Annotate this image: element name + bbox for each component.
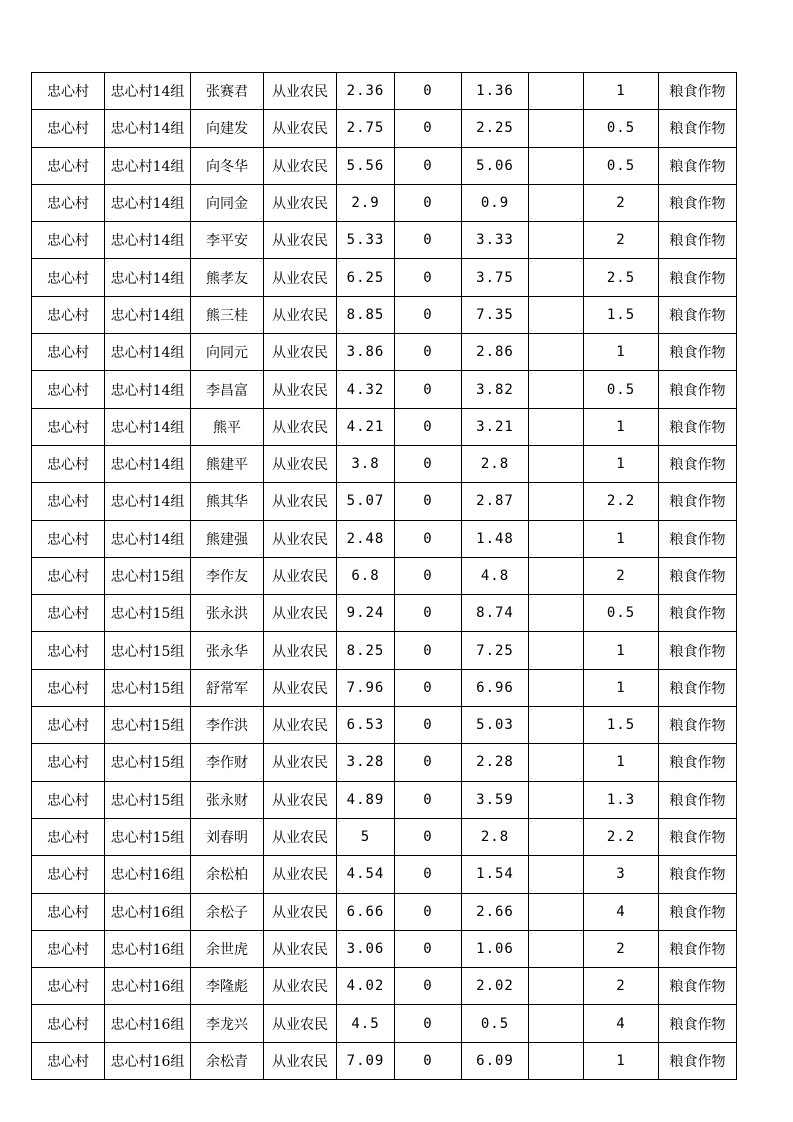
village-cell: 忠心村 [32, 445, 105, 482]
crop-type-cell: 粮食作物 [659, 968, 737, 1005]
crop-type-cell: 粮食作物 [659, 147, 737, 184]
table-row [32, 595, 737, 632]
table-row [32, 73, 737, 110]
group-cell: 忠心村15组 [105, 557, 191, 594]
area-col7-cell: 6.96 [462, 669, 529, 706]
occupation-cell: 从业农民 [264, 557, 337, 594]
area-col7-cell: 7.35 [462, 296, 529, 333]
blank-cell [529, 445, 584, 482]
area-total-cell: 8.25 [337, 632, 395, 669]
occupation-cell: 从业农民 [264, 968, 337, 1005]
occupation-cell: 从业农民 [264, 483, 337, 520]
area-total-cell: 9.24 [337, 595, 395, 632]
name-cell: 向冬华 [191, 147, 264, 184]
area-col7-cell: 4.8 [462, 557, 529, 594]
blank-cell [529, 520, 584, 557]
group-cell: 忠心村14组 [105, 445, 191, 482]
blank-cell [529, 110, 584, 147]
table-row [32, 557, 737, 594]
area-total-cell: 6.8 [337, 557, 395, 594]
area-col7-cell: 2.8 [462, 445, 529, 482]
name-cell: 张永洪 [191, 595, 264, 632]
village-cell: 忠心村 [32, 334, 105, 371]
name-cell: 李作财 [191, 744, 264, 781]
table-row [32, 893, 737, 930]
village-cell: 忠心村 [32, 408, 105, 445]
group-cell: 忠心村15组 [105, 781, 191, 818]
name-cell: 熊其华 [191, 483, 264, 520]
area-total-cell: 4.89 [337, 781, 395, 818]
village-cell: 忠心村 [32, 856, 105, 893]
area-col9-cell: 1 [584, 632, 659, 669]
area-col9-cell: 1 [584, 1042, 659, 1079]
crop-type-cell: 粮食作物 [659, 445, 737, 482]
area-col7-cell: 2.87 [462, 483, 529, 520]
table-row [32, 520, 737, 557]
group-cell: 忠心村14组 [105, 371, 191, 408]
village-cell: 忠心村 [32, 632, 105, 669]
village-cell: 忠心村 [32, 557, 105, 594]
area-col7-cell: 1.36 [462, 73, 529, 110]
occupation-cell: 从业农民 [264, 632, 337, 669]
area-col9-cell: 4 [584, 1005, 659, 1042]
area-col6-cell: 0 [395, 1042, 462, 1079]
blank-cell [529, 184, 584, 221]
group-cell: 忠心村14组 [105, 222, 191, 259]
village-cell: 忠心村 [32, 73, 105, 110]
table-row [32, 744, 737, 781]
area-col7-cell: 0.9 [462, 184, 529, 221]
area-col9-cell: 2.2 [584, 818, 659, 855]
table-row [32, 371, 737, 408]
village-cell: 忠心村 [32, 707, 105, 744]
table-row [32, 259, 737, 296]
crop-type-cell: 粮食作物 [659, 73, 737, 110]
crop-type-cell: 粮食作物 [659, 893, 737, 930]
blank-cell [529, 222, 584, 259]
area-total-cell: 2.9 [337, 184, 395, 221]
blank-cell [529, 707, 584, 744]
name-cell: 熊建平 [191, 445, 264, 482]
crop-type-cell: 粮食作物 [659, 334, 737, 371]
table-row [32, 408, 737, 445]
area-col6-cell: 0 [395, 371, 462, 408]
name-cell: 熊三桂 [191, 296, 264, 333]
crop-type-cell: 粮食作物 [659, 222, 737, 259]
occupation-cell: 从业农民 [264, 856, 337, 893]
area-col6-cell: 0 [395, 818, 462, 855]
area-col9-cell: 2 [584, 968, 659, 1005]
area-col9-cell: 0.5 [584, 147, 659, 184]
crop-type-cell: 粮食作物 [659, 184, 737, 221]
name-cell: 余松青 [191, 1042, 264, 1079]
crop-type-cell: 粮食作物 [659, 520, 737, 557]
crop-type-cell: 粮食作物 [659, 744, 737, 781]
occupation-cell: 从业农民 [264, 259, 337, 296]
name-cell: 李龙兴 [191, 1005, 264, 1042]
area-total-cell: 4.5 [337, 1005, 395, 1042]
blank-cell [529, 968, 584, 1005]
area-col9-cell: 1.3 [584, 781, 659, 818]
village-cell: 忠心村 [32, 483, 105, 520]
crop-type-cell: 粮食作物 [659, 1005, 737, 1042]
village-cell: 忠心村 [32, 744, 105, 781]
crop-type-cell: 粮食作物 [659, 707, 737, 744]
table-row [32, 483, 737, 520]
area-col6-cell: 0 [395, 968, 462, 1005]
occupation-cell: 从业农民 [264, 445, 337, 482]
area-col6-cell: 0 [395, 632, 462, 669]
group-cell: 忠心村16组 [105, 1042, 191, 1079]
table-row [32, 296, 737, 333]
village-cell: 忠心村 [32, 1005, 105, 1042]
area-col9-cell: 2 [584, 222, 659, 259]
area-col7-cell: 3.82 [462, 371, 529, 408]
blank-cell [529, 669, 584, 706]
table-row [32, 818, 737, 855]
village-cell: 忠心村 [32, 296, 105, 333]
table-row [32, 147, 737, 184]
crop-type-cell: 粮食作物 [659, 930, 737, 967]
village-cell: 忠心村 [32, 930, 105, 967]
occupation-cell: 从业农民 [264, 371, 337, 408]
table-row [32, 856, 737, 893]
name-cell: 余世虎 [191, 930, 264, 967]
table-row [32, 1042, 737, 1079]
group-cell: 忠心村15组 [105, 744, 191, 781]
name-cell: 李隆彪 [191, 968, 264, 1005]
name-cell: 余松柏 [191, 856, 264, 893]
area-col9-cell: 3 [584, 856, 659, 893]
area-total-cell: 2.75 [337, 110, 395, 147]
group-cell: 忠心村16组 [105, 1005, 191, 1042]
area-col7-cell: 8.74 [462, 595, 529, 632]
crop-type-cell: 粮食作物 [659, 856, 737, 893]
village-cell: 忠心村 [32, 1042, 105, 1079]
area-col9-cell: 0.5 [584, 371, 659, 408]
area-total-cell: 2.36 [337, 73, 395, 110]
village-cell: 忠心村 [32, 595, 105, 632]
blank-cell [529, 595, 584, 632]
blank-cell [529, 483, 584, 520]
crop-type-cell: 粮食作物 [659, 483, 737, 520]
area-col7-cell: 5.03 [462, 707, 529, 744]
area-col7-cell: 0.5 [462, 1005, 529, 1042]
area-col9-cell: 1 [584, 669, 659, 706]
area-col6-cell: 0 [395, 73, 462, 110]
blank-cell [529, 408, 584, 445]
area-col6-cell: 0 [395, 893, 462, 930]
name-cell: 李平安 [191, 222, 264, 259]
village-cell: 忠心村 [32, 781, 105, 818]
area-col7-cell: 3.21 [462, 408, 529, 445]
area-col6-cell: 0 [395, 557, 462, 594]
area-col6-cell: 0 [395, 408, 462, 445]
blank-cell [529, 1005, 584, 1042]
name-cell: 刘春明 [191, 818, 264, 855]
blank-cell [529, 296, 584, 333]
area-col6-cell: 0 [395, 296, 462, 333]
area-col7-cell: 2.25 [462, 110, 529, 147]
area-col7-cell: 5.06 [462, 147, 529, 184]
group-cell: 忠心村15组 [105, 595, 191, 632]
area-col6-cell: 0 [395, 147, 462, 184]
group-cell: 忠心村16组 [105, 968, 191, 1005]
crop-type-cell: 粮食作物 [659, 818, 737, 855]
area-total-cell: 6.53 [337, 707, 395, 744]
name-cell: 余松子 [191, 893, 264, 930]
group-cell: 忠心村15组 [105, 707, 191, 744]
table-row [32, 707, 737, 744]
name-cell: 李昌富 [191, 371, 264, 408]
area-col6-cell: 0 [395, 259, 462, 296]
blank-cell [529, 781, 584, 818]
occupation-cell: 从业农民 [264, 408, 337, 445]
area-col7-cell: 3.75 [462, 259, 529, 296]
area-col7-cell: 2.02 [462, 968, 529, 1005]
area-col9-cell: 1 [584, 408, 659, 445]
group-cell: 忠心村14组 [105, 520, 191, 557]
area-total-cell: 5 [337, 818, 395, 855]
area-col7-cell: 1.48 [462, 520, 529, 557]
table-row [32, 184, 737, 221]
village-cell: 忠心村 [32, 669, 105, 706]
table-row [32, 968, 737, 1005]
group-cell: 忠心村14组 [105, 147, 191, 184]
blank-cell [529, 744, 584, 781]
area-col7-cell: 2.66 [462, 893, 529, 930]
blank-cell [529, 1042, 584, 1079]
area-total-cell: 2.48 [337, 520, 395, 557]
crop-type-cell: 粮食作物 [659, 259, 737, 296]
blank-cell [529, 371, 584, 408]
name-cell: 舒常军 [191, 669, 264, 706]
name-cell: 向同元 [191, 334, 264, 371]
name-cell: 张赛君 [191, 73, 264, 110]
area-total-cell: 7.96 [337, 669, 395, 706]
table-row [32, 781, 737, 818]
group-cell: 忠心村14组 [105, 110, 191, 147]
group-cell: 忠心村14组 [105, 483, 191, 520]
table-row [32, 222, 737, 259]
group-cell: 忠心村14组 [105, 184, 191, 221]
occupation-cell: 从业农民 [264, 818, 337, 855]
occupation-cell: 从业农民 [264, 595, 337, 632]
crop-type-cell: 粮食作物 [659, 781, 737, 818]
occupation-cell: 从业农民 [264, 222, 337, 259]
name-cell: 张永财 [191, 781, 264, 818]
village-cell: 忠心村 [32, 520, 105, 557]
area-col6-cell: 0 [395, 334, 462, 371]
group-cell: 忠心村14组 [105, 259, 191, 296]
table-row [32, 445, 737, 482]
name-cell: 张永华 [191, 632, 264, 669]
group-cell: 忠心村15组 [105, 632, 191, 669]
occupation-cell: 从业农民 [264, 669, 337, 706]
area-col7-cell: 3.59 [462, 781, 529, 818]
group-cell: 忠心村14组 [105, 296, 191, 333]
table-row [32, 632, 737, 669]
area-col7-cell: 6.09 [462, 1042, 529, 1079]
village-cell: 忠心村 [32, 184, 105, 221]
area-total-cell: 3.06 [337, 930, 395, 967]
area-col7-cell: 1.06 [462, 930, 529, 967]
crop-type-cell: 粮食作物 [659, 371, 737, 408]
area-col6-cell: 0 [395, 222, 462, 259]
village-cell: 忠心村 [32, 222, 105, 259]
village-cell: 忠心村 [32, 968, 105, 1005]
group-cell: 忠心村14组 [105, 334, 191, 371]
table-row [32, 334, 737, 371]
name-cell: 熊孝友 [191, 259, 264, 296]
area-total-cell: 3.28 [337, 744, 395, 781]
area-col6-cell: 0 [395, 744, 462, 781]
area-col9-cell: 4 [584, 893, 659, 930]
blank-cell [529, 259, 584, 296]
area-col6-cell: 0 [395, 184, 462, 221]
area-col6-cell: 0 [395, 445, 462, 482]
area-total-cell: 5.33 [337, 222, 395, 259]
crop-type-cell: 粮食作物 [659, 669, 737, 706]
occupation-cell: 从业农民 [264, 744, 337, 781]
name-cell: 向同金 [191, 184, 264, 221]
blank-cell [529, 147, 584, 184]
name-cell: 熊平 [191, 408, 264, 445]
blank-cell [529, 632, 584, 669]
area-col6-cell: 0 [395, 110, 462, 147]
group-cell: 忠心村15组 [105, 669, 191, 706]
occupation-cell: 从业农民 [264, 707, 337, 744]
area-col9-cell: 2.5 [584, 259, 659, 296]
area-total-cell: 4.21 [337, 408, 395, 445]
area-col9-cell: 1.5 [584, 296, 659, 333]
village-cell: 忠心村 [32, 893, 105, 930]
area-col9-cell: 2.2 [584, 483, 659, 520]
area-total-cell: 7.09 [337, 1042, 395, 1079]
area-col6-cell: 0 [395, 781, 462, 818]
blank-cell [529, 930, 584, 967]
area-col7-cell: 1.54 [462, 856, 529, 893]
occupation-cell: 从业农民 [264, 296, 337, 333]
table-row [32, 930, 737, 967]
occupation-cell: 从业农民 [264, 1042, 337, 1079]
farmland-table [31, 72, 737, 1080]
group-cell: 忠心村16组 [105, 893, 191, 930]
area-col6-cell: 0 [395, 707, 462, 744]
occupation-cell: 从业农民 [264, 1005, 337, 1042]
blank-cell [529, 334, 584, 371]
area-col6-cell: 0 [395, 930, 462, 967]
table-row [32, 110, 737, 147]
crop-type-cell: 粮食作物 [659, 1042, 737, 1079]
village-cell: 忠心村 [32, 110, 105, 147]
occupation-cell: 从业农民 [264, 184, 337, 221]
table-row [32, 669, 737, 706]
area-col6-cell: 0 [395, 483, 462, 520]
blank-cell [529, 856, 584, 893]
area-total-cell: 3.86 [337, 334, 395, 371]
area-col7-cell: 2.28 [462, 744, 529, 781]
group-cell: 忠心村14组 [105, 73, 191, 110]
area-col9-cell: 2 [584, 184, 659, 221]
occupation-cell: 从业农民 [264, 147, 337, 184]
blank-cell [529, 893, 584, 930]
area-total-cell: 4.54 [337, 856, 395, 893]
area-col6-cell: 0 [395, 1005, 462, 1042]
crop-type-cell: 粮食作物 [659, 408, 737, 445]
occupation-cell: 从业农民 [264, 893, 337, 930]
area-col9-cell: 2 [584, 557, 659, 594]
crop-type-cell: 粮食作物 [659, 595, 737, 632]
crop-type-cell: 粮食作物 [659, 632, 737, 669]
name-cell: 向建发 [191, 110, 264, 147]
area-col9-cell: 0.5 [584, 595, 659, 632]
group-cell: 忠心村16组 [105, 930, 191, 967]
group-cell: 忠心村15组 [105, 818, 191, 855]
village-cell: 忠心村 [32, 259, 105, 296]
name-cell: 李作友 [191, 557, 264, 594]
area-col7-cell: 7.25 [462, 632, 529, 669]
area-col6-cell: 0 [395, 856, 462, 893]
area-total-cell: 4.32 [337, 371, 395, 408]
group-cell: 忠心村16组 [105, 856, 191, 893]
name-cell: 熊建强 [191, 520, 264, 557]
occupation-cell: 从业农民 [264, 73, 337, 110]
area-col9-cell: 2 [584, 930, 659, 967]
village-cell: 忠心村 [32, 147, 105, 184]
area-col9-cell: 1 [584, 73, 659, 110]
blank-cell [529, 557, 584, 594]
village-cell: 忠心村 [32, 371, 105, 408]
area-col6-cell: 0 [395, 595, 462, 632]
table-body [32, 73, 737, 1080]
area-col9-cell: 0.5 [584, 110, 659, 147]
occupation-cell: 从业农民 [264, 334, 337, 371]
area-total-cell: 5.56 [337, 147, 395, 184]
occupation-cell: 从业农民 [264, 781, 337, 818]
name-cell: 李作洪 [191, 707, 264, 744]
area-total-cell: 5.07 [337, 483, 395, 520]
area-total-cell: 8.85 [337, 296, 395, 333]
area-col9-cell: 1 [584, 520, 659, 557]
crop-type-cell: 粮食作物 [659, 296, 737, 333]
area-col9-cell: 1 [584, 445, 659, 482]
village-cell: 忠心村 [32, 818, 105, 855]
blank-cell [529, 73, 584, 110]
area-col9-cell: 1 [584, 744, 659, 781]
group-cell: 忠心村14组 [105, 408, 191, 445]
area-total-cell: 6.66 [337, 893, 395, 930]
area-col7-cell: 2.8 [462, 818, 529, 855]
crop-type-cell: 粮食作物 [659, 557, 737, 594]
occupation-cell: 从业农民 [264, 110, 337, 147]
crop-type-cell: 粮食作物 [659, 110, 737, 147]
area-total-cell: 6.25 [337, 259, 395, 296]
area-col7-cell: 2.86 [462, 334, 529, 371]
occupation-cell: 从业农民 [264, 520, 337, 557]
area-col6-cell: 0 [395, 520, 462, 557]
area-col6-cell: 0 [395, 669, 462, 706]
area-total-cell: 3.8 [337, 445, 395, 482]
area-col9-cell: 1.5 [584, 707, 659, 744]
area-total-cell: 4.02 [337, 968, 395, 1005]
blank-cell [529, 818, 584, 855]
area-col7-cell: 3.33 [462, 222, 529, 259]
area-col9-cell: 1 [584, 334, 659, 371]
occupation-cell: 从业农民 [264, 930, 337, 967]
table-row [32, 1005, 737, 1042]
